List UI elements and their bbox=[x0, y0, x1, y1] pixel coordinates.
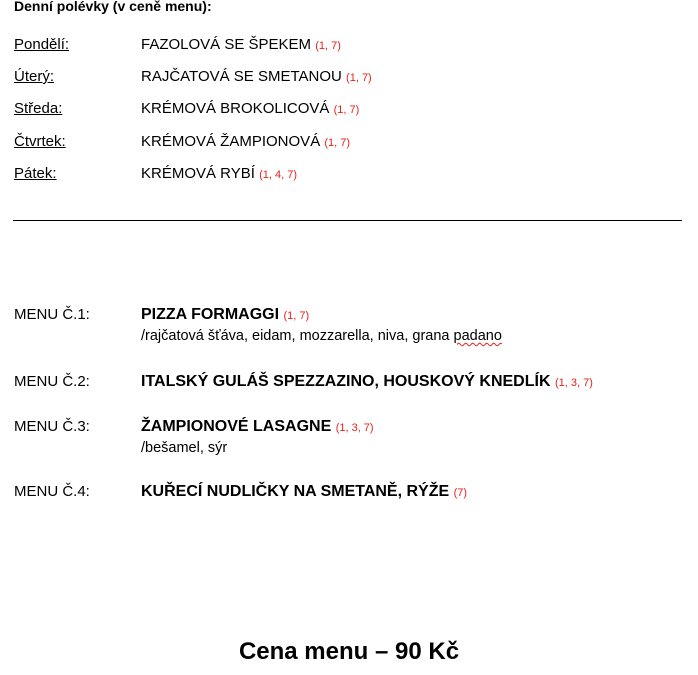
day-label: Pátek: bbox=[14, 165, 57, 182]
menu-price: Cena menu – 90 Kč bbox=[238, 638, 460, 665]
soups-heading: Denní polévky (v ceně menu): bbox=[14, 0, 212, 14]
menu-label: MENU Č.2: bbox=[14, 373, 90, 390]
menu-label: MENU Č.3: bbox=[14, 418, 90, 435]
allergen-codes: (1, 7) bbox=[333, 104, 360, 116]
section-divider bbox=[13, 220, 682, 221]
allergen-codes: (1, 7) bbox=[346, 72, 372, 84]
allergen-codes: (1, 7) bbox=[283, 310, 310, 322]
soup-row-thursday bbox=[14, 133, 674, 153]
day-label: Čtvrtek: bbox=[14, 133, 66, 150]
spellcheck-flagged-word: padano bbox=[453, 328, 502, 344]
soup-row-monday bbox=[14, 36, 674, 56]
menu-dish: PIZZA FORMAGGI (1, 7) bbox=[141, 306, 310, 323]
soup-name: RAJČATOVÁ SE SMETANOU (1, 7) bbox=[141, 68, 372, 85]
allergen-codes: (1, 7) bbox=[315, 40, 341, 52]
menu-label: MENU Č.4: bbox=[14, 483, 90, 500]
menu-ingredients: /bešamel, sýr bbox=[141, 440, 228, 456]
day-label: Úterý: bbox=[14, 68, 55, 85]
menu-ingredients: /rajčatová šťáva, eidam, mozzarella, niva, grana padano bbox=[141, 328, 502, 344]
allergen-codes: (7) bbox=[453, 487, 468, 499]
allergen-codes: (1, 3, 7) bbox=[554, 377, 593, 389]
soup-name: KRÉMOVÁ ŽAMPIONOVÁ (1, 7) bbox=[141, 133, 351, 150]
soup-row-tuesday bbox=[14, 68, 674, 88]
soup-name: FAZOLOVÁ SE ŠPEKEM (1, 7) bbox=[141, 36, 341, 53]
menu-dish: ŽAMPIONOVÉ LASAGNE (1, 3, 7) bbox=[141, 418, 374, 435]
allergen-codes: (1, 7) bbox=[324, 137, 351, 149]
soup-row-wednesday bbox=[14, 100, 674, 120]
soup-row-friday bbox=[14, 165, 674, 185]
day-label: Středa: bbox=[14, 100, 63, 117]
allergen-codes: (1, 4, 7) bbox=[259, 169, 297, 181]
menu-dish: ITALSKÝ GULÁŠ SPEZZAZINO, HOUSKOVÝ KNEDLÍK (1, 3, 7) bbox=[141, 373, 593, 390]
soup-name: KRÉMOVÁ BROKOLICOVÁ (1, 7) bbox=[141, 100, 360, 117]
day-label: Pondělí: bbox=[14, 36, 70, 53]
menu-label: MENU Č.1: bbox=[14, 306, 90, 323]
menu-dish: KUŘECÍ NUDLIČKY NA SMETANĚ, RÝŽE (7) bbox=[141, 483, 468, 500]
soup-name: KRÉMOVÁ RYBÍ (1, 4, 7) bbox=[141, 165, 297, 182]
allergen-codes: (1, 3, 7) bbox=[335, 422, 374, 434]
